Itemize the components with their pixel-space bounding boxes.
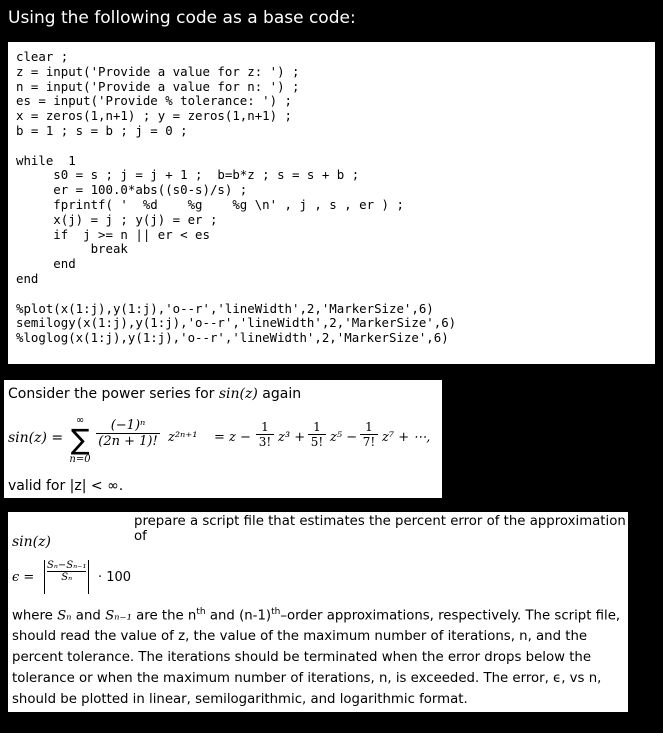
summation [68, 416, 92, 466]
abs-bars [44, 560, 89, 594]
code-block [8, 42, 655, 364]
para-and2: and (n-1) [205, 608, 272, 624]
sum-upper: ∞ [75, 415, 85, 426]
code-line: fprintf( ' %d %g %g \n' , j , s , er ) ; [16, 196, 404, 212]
coef-3-num: 1 [261, 420, 269, 434]
task-func: sin(z) [12, 534, 51, 550]
para-and1: and [71, 608, 106, 624]
sum-lower: n=0 [69, 454, 91, 465]
task-paragraph [12, 602, 624, 710]
epsilon-denominator: Sₙ [47, 571, 86, 583]
epsilon-lhs: ϵ = [12, 570, 35, 585]
para-are-the: are the n [131, 608, 197, 624]
code-line [16, 287, 655, 302]
coef-7-num: 1 [365, 420, 373, 434]
code-line: %loglog(x(1:j),y(1:j),'o--r','lineWidth',2,'MarkerSize',6) [16, 330, 449, 346]
expansion-start: = z − [214, 430, 251, 445]
task-box [8, 512, 628, 712]
code-line: end [16, 270, 39, 286]
sup-th2: th [271, 607, 281, 617]
code-line: er = 100.0*abs((s0-s)/s) ; [16, 182, 248, 198]
power-series-box [4, 380, 442, 498]
code-line: es = input('Provide % tolerance: ') ; [16, 93, 293, 109]
term-denominator: (2n + 1)! [96, 433, 160, 449]
intro-func: sin(z) [218, 386, 258, 402]
prepare-text: prepare a script file that estimates the percent error of the approximation of [134, 514, 626, 544]
sn-symbol: Sₙ [57, 608, 72, 624]
code-line: break [16, 241, 128, 257]
epsilon-times: · 100 [98, 570, 132, 585]
sn1-symbol: Sₙ₋₁ [105, 608, 132, 624]
coef-5 [308, 420, 326, 449]
code-line: end [16, 256, 76, 272]
pow-3: z³ + [278, 430, 306, 445]
code-line: x = zeros(1,n+1) ; y = zeros(1,n+1) ; [16, 108, 293, 124]
code-line: clear ; [16, 49, 69, 64]
term-fraction [96, 418, 160, 449]
code-line: if j >= n || er < es [16, 226, 210, 242]
series-lhs: sin(z) = [8, 430, 64, 446]
coef-5-num: 1 [313, 420, 321, 434]
epsilon-numerator: Sₙ−Sₙ₋₁ [47, 560, 87, 571]
intro-prefix: Consider the power series for [8, 386, 219, 402]
sup-th1: th [196, 607, 206, 617]
code-line: s0 = s ; j = j + 1 ; b=b*z ; s = s + b ; [16, 167, 360, 183]
coef-7-den: 7! [360, 434, 378, 449]
pow-5: z⁵ − [330, 430, 358, 445]
page-heading: Using the following code as a base code: [8, 8, 356, 28]
code-line: while 1 [16, 152, 76, 168]
coef-3-den: 3! [256, 434, 274, 449]
coef-5-den: 5! [308, 434, 326, 449]
term-numerator: (−1)ⁿ [110, 418, 146, 433]
code-line: %plot(x(1:j),y(1:j),'o--r','lineWidth',2,'MarkerSize',6) [16, 300, 434, 316]
code-line: b = 1 ; s = b ; j = 0 ; [16, 122, 188, 138]
code-line [16, 139, 655, 154]
para-rest: –order approximations, respectively. The script file, should read the value of z, the value of the maximum number of iterations, n, and the percent tolerance. The iterations should be terminated when the error drops below the tolerance or when the maximum number of iterations, n, is exceeded. The error, ϵ, vs n, should be plotted in linear, semilogarithmic, and logarithmic format. [12, 608, 621, 708]
sigma-icon: ∑ [70, 423, 90, 456]
coef-3 [256, 420, 274, 449]
validity-note: valid for |z| < ∞. [8, 478, 124, 494]
intro-suffix: again [257, 386, 302, 402]
coef-7 [360, 420, 378, 449]
code-line: semilogy(x(1:j),y(1:j),'o--r','lineWidth',2,'MarkerSize',6) [16, 315, 457, 331]
code-line: z = input('Provide a value for z: ') ; [16, 63, 300, 79]
power-series-intro [8, 386, 301, 402]
code-line: x(j) = j ; y(j) = er ; [16, 211, 218, 227]
epsilon-fraction [47, 560, 86, 583]
pow-7: z⁷ + ⋯, [382, 430, 431, 445]
term-power: z²ⁿ⁺¹ [168, 430, 198, 445]
code-line: n = input('Provide a value for n: ') ; [16, 78, 300, 94]
para-where: where [12, 608, 58, 624]
